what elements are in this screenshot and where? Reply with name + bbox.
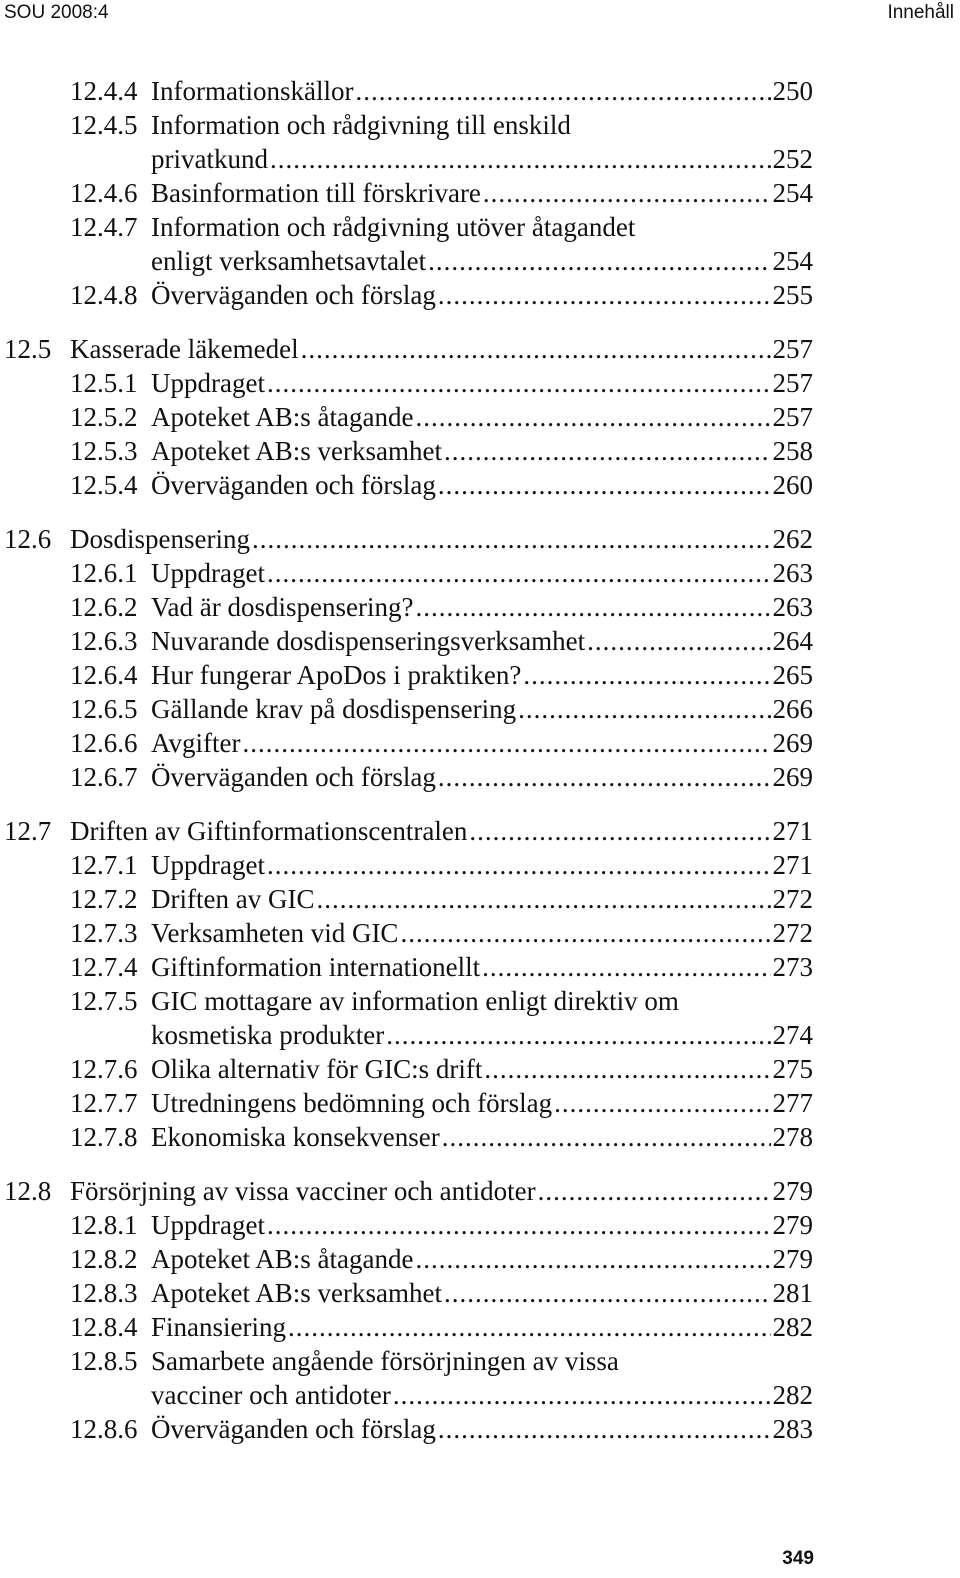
toc-entry-number: 12.6.4 bbox=[70, 660, 138, 690]
toc-entry-number: 12.8.5 bbox=[70, 1346, 138, 1376]
toc-dot-leader bbox=[252, 522, 771, 556]
toc-entry-title: Försörjning av vissa vacciner och antidoter bbox=[70, 1176, 536, 1206]
toc-entry-number: 12.8.6 bbox=[70, 1414, 138, 1444]
toc-entry-title: Överväganden och förslag bbox=[151, 470, 436, 500]
toc-entry-title: Uppdraget bbox=[151, 368, 265, 398]
toc-entry-number: 12.7.7 bbox=[70, 1088, 138, 1118]
toc-dot-leader bbox=[523, 658, 770, 692]
toc-entry[interactable] bbox=[70, 434, 813, 468]
toc-entry-number: 12.4.8 bbox=[70, 280, 138, 310]
toc-entry-page: 279 bbox=[772, 1176, 813, 1206]
toc-entry-number: 12.4.4 bbox=[70, 76, 138, 106]
toc-entry-page: 274 bbox=[772, 1020, 813, 1050]
toc-entry[interactable] bbox=[70, 1412, 813, 1446]
toc-dot-leader bbox=[400, 916, 770, 950]
toc-entry-title: Dosdispensering bbox=[70, 524, 250, 554]
toc-entry[interactable] bbox=[70, 176, 813, 210]
toc-entry-page: 277 bbox=[772, 1088, 813, 1118]
toc-dot-leader bbox=[482, 950, 770, 984]
toc-entry-title: Driften av GIC bbox=[151, 884, 315, 914]
toc-dot-leader bbox=[355, 74, 770, 108]
toc-dot-leader bbox=[484, 1052, 770, 1086]
toc-entry[interactable] bbox=[70, 950, 813, 984]
toc-entry-number: 12.6.6 bbox=[70, 728, 138, 758]
toc-entry-continuation[interactable] bbox=[151, 142, 813, 176]
toc-entry-page: 254 bbox=[772, 246, 813, 276]
toc-entry-page: 273 bbox=[772, 952, 813, 982]
toc-entry-number: 12.6.5 bbox=[70, 694, 138, 724]
toc-entry[interactable] bbox=[70, 916, 813, 950]
toc-dot-leader bbox=[386, 1018, 770, 1052]
toc-entry-page: 252 bbox=[772, 144, 813, 174]
toc-entry-title: Olika alternativ för GIC:s drift bbox=[151, 1054, 483, 1084]
toc-entry[interactable] bbox=[70, 278, 813, 312]
toc-entry-title: Information och rådgivning till enskild bbox=[151, 110, 571, 140]
toc-entry-page: 279 bbox=[772, 1244, 813, 1274]
toc-entry-title: Nuvarande dosdispenseringsverksamhet bbox=[151, 626, 586, 656]
toc-entry[interactable] bbox=[70, 210, 813, 244]
toc-entry-page: 278 bbox=[772, 1122, 813, 1152]
toc-entry[interactable] bbox=[70, 1310, 813, 1344]
toc-entry-number: 12.8.3 bbox=[70, 1278, 138, 1308]
toc-entry-title: Uppdraget bbox=[151, 1210, 265, 1240]
toc-entry-number: 12.8 bbox=[4, 1176, 52, 1206]
toc-entry-title: Hur fungerar ApoDos i praktiken? bbox=[151, 660, 522, 690]
toc-entry-number: 12.7.1 bbox=[70, 850, 138, 880]
toc-entry[interactable] bbox=[70, 556, 813, 590]
toc-dot-leader bbox=[393, 1378, 771, 1412]
toc-entry[interactable] bbox=[70, 848, 813, 882]
toc-entry[interactable] bbox=[70, 726, 813, 760]
toc-entry-number: 12.5.3 bbox=[70, 436, 138, 466]
toc-dot-leader bbox=[444, 1276, 771, 1310]
toc-entry[interactable] bbox=[70, 590, 813, 624]
toc-entry-page: 271 bbox=[772, 850, 813, 880]
toc-entry-title: privatkund bbox=[151, 144, 268, 174]
toc-entry[interactable] bbox=[70, 624, 813, 658]
toc-entry-page: 279 bbox=[772, 1210, 813, 1240]
toc-dot-leader bbox=[444, 434, 771, 468]
toc-entry-page: 263 bbox=[772, 558, 813, 588]
toc-entry-number: 12.6.7 bbox=[70, 762, 138, 792]
toc-entry-continuation[interactable] bbox=[151, 244, 813, 278]
toc-dot-leader bbox=[415, 400, 770, 434]
toc-entry-title: Information och rådgivning utöver åtagandet bbox=[151, 212, 636, 242]
toc-entry-number: 12.7 bbox=[4, 816, 52, 846]
toc-entry[interactable] bbox=[70, 1120, 813, 1154]
toc-entry-page: 269 bbox=[772, 728, 813, 758]
toc-entry-page: 275 bbox=[772, 1054, 813, 1084]
toc-entry-number: 12.7.6 bbox=[70, 1054, 138, 1084]
toc-entry-title: vacciner och antidoter bbox=[151, 1380, 391, 1410]
toc-entry[interactable] bbox=[70, 760, 813, 794]
toc-entry-title: Ekonomiska konsekvenser bbox=[151, 1122, 440, 1152]
toc-dot-leader bbox=[242, 726, 770, 760]
toc-entry-page: 265 bbox=[772, 660, 813, 690]
toc-entry[interactable] bbox=[4, 522, 813, 556]
toc-entry[interactable] bbox=[70, 400, 813, 434]
toc-entry-page: 262 bbox=[772, 524, 813, 554]
toc-dot-leader bbox=[538, 1174, 771, 1208]
toc-entry-page: 269 bbox=[772, 762, 813, 792]
toc-entry-title: Överväganden och förslag bbox=[151, 280, 436, 310]
toc-entry-title: Vad är dosdispensering? bbox=[151, 592, 414, 622]
toc-entry-continuation[interactable] bbox=[151, 1018, 813, 1052]
toc-entry-title: Kasserade läkemedel bbox=[70, 334, 299, 364]
toc-entry-title: GIC mottagare av information enligt direktiv om bbox=[151, 986, 679, 1016]
toc-dot-leader bbox=[270, 142, 771, 176]
toc-entry-number: 12.7.4 bbox=[70, 952, 138, 982]
toc-entry-page: 266 bbox=[772, 694, 813, 724]
toc-entry-number: 12.4.5 bbox=[70, 110, 138, 140]
toc-entry-title: Apoteket AB:s verksamhet bbox=[151, 436, 442, 466]
toc-entry-number: 12.6.2 bbox=[70, 592, 138, 622]
toc-entry[interactable] bbox=[70, 658, 813, 692]
toc-entry-title: Basinformation till förskrivare bbox=[151, 178, 481, 208]
toc-dot-leader bbox=[316, 882, 770, 916]
toc-entry[interactable] bbox=[70, 692, 813, 726]
toc-entry[interactable] bbox=[70, 108, 813, 142]
toc-entry-title: Informationskällor bbox=[151, 76, 354, 106]
toc-dot-leader bbox=[554, 1086, 770, 1120]
running-header-section: Innehåll bbox=[887, 2, 954, 23]
toc-entry-number: 12.4.7 bbox=[70, 212, 138, 242]
toc-entry[interactable] bbox=[70, 882, 813, 916]
toc-dot-leader bbox=[438, 760, 771, 794]
toc-dot-leader bbox=[438, 1412, 771, 1446]
toc-entry-number: 12.8.2 bbox=[70, 1244, 138, 1274]
toc-entry-title: Uppdraget bbox=[151, 850, 265, 880]
toc-entry[interactable] bbox=[70, 74, 813, 108]
toc-entry-title: Driften av Giftinformationscentralen bbox=[70, 816, 468, 846]
toc-entry[interactable] bbox=[70, 1242, 813, 1276]
toc-entry-number: 12.6.3 bbox=[70, 626, 138, 656]
toc-entry-page: 254 bbox=[772, 178, 813, 208]
toc-dot-leader bbox=[438, 278, 771, 312]
toc-entry-title: Giftinformation internationellt bbox=[151, 952, 481, 982]
toc-entry[interactable] bbox=[70, 1276, 813, 1310]
toc-entry-continuation[interactable] bbox=[151, 1378, 813, 1412]
toc-dot-leader bbox=[267, 1208, 771, 1242]
toc-dot-leader bbox=[288, 1310, 771, 1344]
toc-entry[interactable] bbox=[70, 1208, 813, 1242]
toc-entry-number: 12.4.6 bbox=[70, 178, 138, 208]
toc-entry-title: Samarbete angående försörjningen av vissa bbox=[151, 1346, 619, 1376]
toc-entry-number: 12.5.1 bbox=[70, 368, 138, 398]
toc-dot-leader bbox=[438, 468, 771, 502]
toc-entry-title: kosmetiska produkter bbox=[151, 1020, 385, 1050]
toc-entry-page: 257 bbox=[772, 334, 813, 364]
toc-entry-page: 282 bbox=[772, 1312, 813, 1342]
toc-entry-title: Apoteket AB:s verksamhet bbox=[151, 1278, 442, 1308]
running-header-title: SOU 2008:4 bbox=[4, 2, 109, 23]
toc-entry-number: 12.8.1 bbox=[70, 1210, 138, 1240]
toc-entry[interactable] bbox=[4, 1174, 813, 1208]
toc-entry-page: 264 bbox=[772, 626, 813, 656]
toc-entry-number: 12.5 bbox=[4, 334, 52, 364]
toc-entry-number: 12.8.4 bbox=[70, 1312, 138, 1342]
toc-dot-leader bbox=[428, 244, 770, 278]
toc-entry-page: 282 bbox=[772, 1380, 813, 1410]
toc-dot-leader bbox=[415, 1242, 770, 1276]
toc-entry[interactable] bbox=[70, 1086, 813, 1120]
toc-entry-number: 12.7.8 bbox=[70, 1122, 138, 1152]
toc-entry-page: 257 bbox=[772, 368, 813, 398]
toc-dot-leader bbox=[267, 366, 771, 400]
toc-entry-title: Uppdraget bbox=[151, 558, 265, 588]
toc-entry-page: 255 bbox=[772, 280, 813, 310]
toc-entry-page: 250 bbox=[772, 76, 813, 106]
toc-entry-page: 271 bbox=[772, 816, 813, 846]
toc-entry[interactable] bbox=[70, 1344, 813, 1378]
toc-entry[interactable] bbox=[70, 984, 813, 1018]
toc-entry-title: Finansiering bbox=[151, 1312, 286, 1342]
toc-dot-leader bbox=[469, 814, 770, 848]
toc-dot-leader bbox=[442, 1120, 771, 1154]
toc-entry-title: Apoteket AB:s åtagande bbox=[151, 402, 414, 432]
toc-entry-title: Överväganden och förslag bbox=[151, 762, 436, 792]
toc-entry-number: 12.6.1 bbox=[70, 558, 138, 588]
toc-entry-number: 12.5.2 bbox=[70, 402, 138, 432]
toc-entry-page: 263 bbox=[772, 592, 813, 622]
page-number: 349 bbox=[782, 1548, 814, 1569]
toc-entry-page: 257 bbox=[772, 402, 813, 432]
toc-entry-page: 283 bbox=[772, 1414, 813, 1444]
toc-entry-title: Avgifter bbox=[151, 728, 241, 758]
toc-dot-leader bbox=[267, 556, 771, 590]
toc-entry-page: 281 bbox=[772, 1278, 813, 1308]
toc-dot-leader bbox=[483, 176, 771, 210]
toc-dot-leader bbox=[301, 332, 771, 366]
toc-entry-title: Överväganden och förslag bbox=[151, 1414, 436, 1444]
toc-entry[interactable] bbox=[70, 1052, 813, 1086]
toc-dot-leader bbox=[587, 624, 770, 658]
toc-entry[interactable] bbox=[4, 814, 813, 848]
toc-dot-leader bbox=[415, 590, 770, 624]
toc-entry-title: Gällande krav på dosdispensering bbox=[151, 694, 517, 724]
toc-entry-page: 272 bbox=[772, 884, 813, 914]
toc-entry-number: 12.7.3 bbox=[70, 918, 138, 948]
toc-dot-leader bbox=[518, 692, 770, 726]
toc-entry-title: Verksamheten vid GIC bbox=[151, 918, 399, 948]
toc-dot-leader bbox=[267, 848, 771, 882]
toc-entry-page: 260 bbox=[772, 470, 813, 500]
toc-entry-number: 12.6 bbox=[4, 524, 52, 554]
toc-entry-page: 258 bbox=[772, 436, 813, 466]
toc-entry-page: 272 bbox=[772, 918, 813, 948]
toc-entry-number: 12.7.5 bbox=[70, 986, 138, 1016]
toc-entry[interactable] bbox=[70, 366, 813, 400]
toc-entry[interactable] bbox=[70, 468, 813, 502]
toc-entry-number: 12.5.4 bbox=[70, 470, 138, 500]
toc-entry-title: enligt verksamhetsavtalet bbox=[151, 246, 427, 276]
toc-entry-title: Utredningens bedömning och förslag bbox=[151, 1088, 553, 1118]
toc-entry-number: 12.7.2 bbox=[70, 884, 138, 914]
toc-entry-title: Apoteket AB:s åtagande bbox=[151, 1244, 414, 1274]
toc-entry[interactable] bbox=[4, 332, 813, 366]
